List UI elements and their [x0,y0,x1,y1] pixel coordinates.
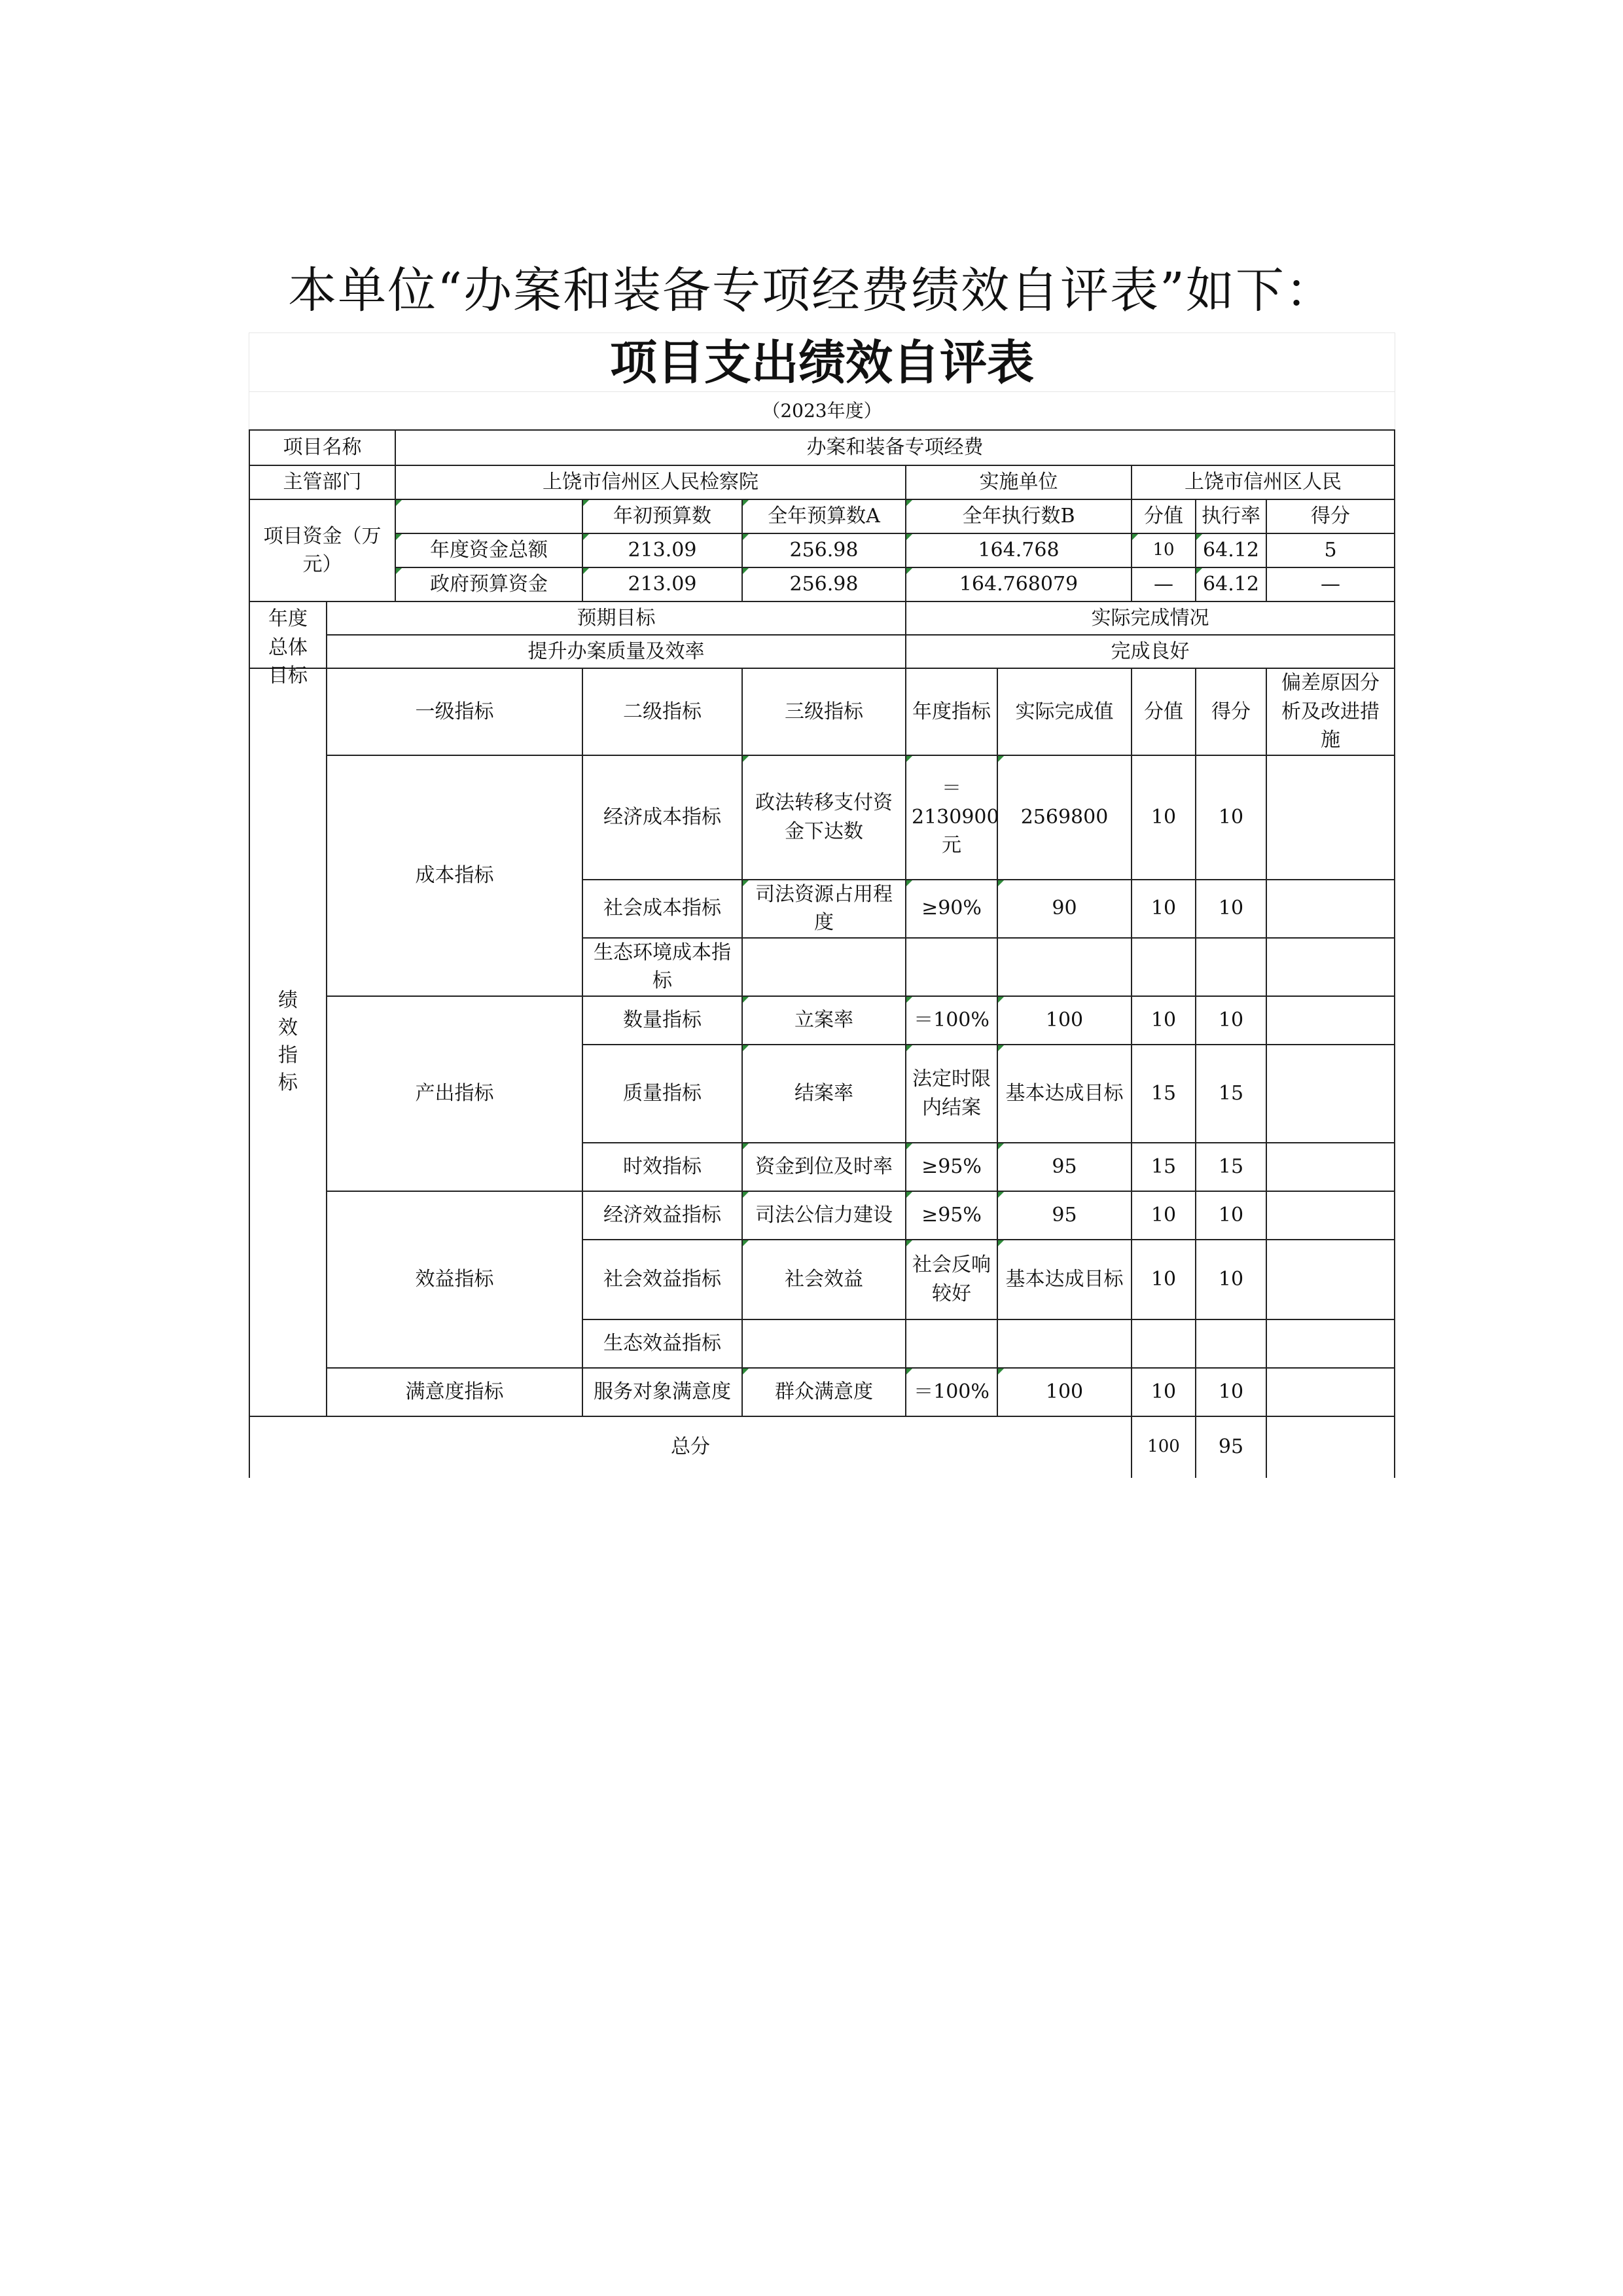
indicator-l2: 社会成本指标 [582,880,742,938]
indicator-l3: 社会效益 [742,1240,906,1319]
indicator-deviation [1266,1045,1395,1143]
indicator-value [1132,1319,1196,1368]
indicator-target [906,938,997,996]
total-score: 95 [1196,1416,1266,1478]
funds-header-executed: 全年执行数B [906,499,1132,533]
indicator-value: 15 [1132,1143,1196,1191]
indicator-actual: 100 [997,1368,1132,1416]
indicator-score: 10 [1196,996,1266,1045]
indicator-target: 法定时限内结案 [906,1045,997,1143]
indicator-l3: 资金到位及时率 [742,1143,906,1191]
indicator-target: ＝100% [906,1368,997,1416]
perf-header-l1: 一级指标 [327,668,582,755]
indicator-value: 10 [1132,755,1196,880]
funds-header-initial: 年初预算数 [582,499,742,533]
total-label: 总分 [249,1416,1132,1478]
indicator-score: 10 [1196,1191,1266,1240]
funds-row-gov [249,567,1395,601]
indicator-value: 10 [1132,1191,1196,1240]
indicator-score: 10 [1196,880,1266,938]
indicator-value [1132,938,1196,996]
funds-label: 项目资金（万元） [249,499,395,601]
perf-header-value: 分值 [1132,668,1196,755]
department-row [249,465,1395,499]
funds-header-score: 得分 [1266,499,1395,533]
indicator-actual [997,938,1132,996]
goal-expected-label: 预期目标 [327,601,906,635]
indicator-target [906,1319,997,1368]
project-name-label: 项目名称 [249,430,395,465]
indicator-l2: 经济效益指标 [582,1191,742,1240]
indicator-actual: 90 [997,880,1132,938]
indicator-deviation [1266,755,1395,880]
total-deviation [1266,1416,1395,1478]
perf-header-score: 得分 [1196,668,1266,755]
goal-value-row [249,635,1395,668]
indicator-l2: 质量指标 [582,1045,742,1143]
indicator-l3: 立案率 [742,996,906,1045]
indicator-l3: 司法资源占用程度 [742,880,906,938]
indicator-score: 15 [1196,1143,1266,1191]
funds-score-value: 10 [1132,533,1196,567]
goal-label-cell [249,601,327,687]
category-output: 产出指标 [327,996,582,1191]
indicator-l2: 生态环境成本指标 [582,938,742,996]
total-value: 100 [1132,1416,1196,1478]
indicator-deviation [1266,1319,1395,1368]
indicator-target: ≥90% [906,880,997,938]
perf-header-target: 年度指标 [906,668,997,755]
intro-heading: 本单位“办案和装备专项经费绩效自评表”如下： [288,262,1335,319]
indicator-l2: 社会效益指标 [582,1240,742,1319]
perf-label-cell [249,668,327,1416]
indicator-l2: 生态效益指标 [582,1319,742,1368]
goal-label: 年度总体目标 [268,607,308,687]
funds-rate: 64.12 [1196,533,1266,567]
indicator-deviation [1266,996,1395,1045]
indicator-value: 10 [1132,1240,1196,1319]
indicator-actual: 基本达成目标 [997,1045,1132,1143]
indicator-l3: 群众满意度 [742,1368,906,1416]
indicator-score [1196,1319,1266,1368]
funds-initial: 213.09 [582,567,742,601]
indicator-deviation [1266,880,1395,938]
indicator-deviation [1266,1368,1395,1416]
indicator-row [249,755,1395,880]
funds-header-rate: 执行率 [1196,499,1266,533]
perf-label: 绩效指标 [278,989,298,1094]
indicator-l3: 结案率 [742,1045,906,1143]
indicator-score: 10 [1196,755,1266,880]
indicator-l2: 服务对象满意度 [582,1368,742,1416]
total-row [249,1416,1395,1478]
indicator-score: 10 [1196,1240,1266,1319]
indicator-l3 [742,1319,906,1368]
department-label: 主管部门 [249,465,395,499]
funds-header-row [249,499,1395,533]
funds-annual: 256.98 [742,533,906,567]
indicator-actual: 2569800 [997,755,1132,880]
indicator-actual [997,1319,1132,1368]
project-name-value: 办案和装备专项经费 [395,430,1395,465]
indicator-value: 10 [1132,880,1196,938]
funds-row-label: 政府预算资金 [395,567,582,601]
funds-rate: 64.12 [1196,567,1266,601]
indicator-l3: 政法转移支付资金下达数 [742,755,906,880]
indicator-score: 15 [1196,1045,1266,1143]
funds-blank-header [395,499,582,533]
funds-row-total [249,533,1395,567]
indicator-actual: 95 [997,1143,1132,1191]
indicator-target: ＝2130900元 [906,755,997,880]
indicator-value: 10 [1132,1368,1196,1416]
indicator-target: ≥95% [906,1191,997,1240]
perf-header-row [249,668,1395,755]
indicator-deviation [1266,938,1395,996]
indicator-l2: 时效指标 [582,1143,742,1191]
impl-unit-value: 上饶市信州区人民 [1132,465,1395,499]
funds-executed: 164.768 [906,533,1132,567]
goal-actual-label: 实际完成情况 [906,601,1395,635]
form-year: （2023年度） [249,391,1395,430]
goal-expected: 提升办案质量及效率 [327,635,906,668]
indicator-target: ＝100% [906,996,997,1045]
funds-executed: 164.768079 [906,567,1132,601]
goal-actual: 完成良好 [906,635,1395,668]
evaluation-table [249,429,1395,1478]
indicator-row [249,1368,1395,1416]
indicator-value: 10 [1132,996,1196,1045]
funds-row-label: 年度资金总额 [395,533,582,567]
department-value: 上饶市信州区人民检察院 [395,465,906,499]
funds-score: — [1266,567,1395,601]
indicator-deviation [1266,1191,1395,1240]
funds-initial: 213.09 [582,533,742,567]
indicator-l3: 司法公信力建设 [742,1191,906,1240]
indicator-actual: 100 [997,996,1132,1045]
indicator-score: 10 [1196,1368,1266,1416]
funds-score-value: — [1132,567,1196,601]
indicator-deviation [1266,1143,1395,1191]
impl-unit-label: 实施单位 [906,465,1132,499]
indicator-score [1196,938,1266,996]
indicator-deviation [1266,1240,1395,1319]
indicator-target: 社会反响较好 [906,1240,997,1319]
category-cost: 成本指标 [327,755,582,996]
funds-header-annual: 全年预算数A [742,499,906,533]
funds-annual: 256.98 [742,567,906,601]
perf-header-l2: 二级指标 [582,668,742,755]
indicator-l2: 数量指标 [582,996,742,1045]
indicator-row [249,1191,1395,1240]
project-name-row [249,430,1395,465]
category-satisfaction: 满意度指标 [327,1368,582,1416]
indicator-actual: 基本达成目标 [997,1240,1132,1319]
perf-header-deviation: 偏差原因分析及改进措施 [1266,668,1395,755]
form-title: 项目支出绩效自评表 [249,332,1395,392]
category-benefit: 效益指标 [327,1191,582,1368]
perf-header-l3: 三级指标 [742,668,906,755]
funds-header-value: 分值 [1132,499,1196,533]
indicator-l3 [742,938,906,996]
perf-header-actual: 实际完成值 [997,668,1132,755]
indicator-row [249,996,1395,1045]
indicator-value: 15 [1132,1045,1196,1143]
indicator-actual: 95 [997,1191,1132,1240]
goal-header-row [249,601,1395,635]
indicator-target: ≥95% [906,1143,997,1191]
funds-score: 5 [1266,533,1395,567]
indicator-l2: 经济成本指标 [582,755,742,880]
